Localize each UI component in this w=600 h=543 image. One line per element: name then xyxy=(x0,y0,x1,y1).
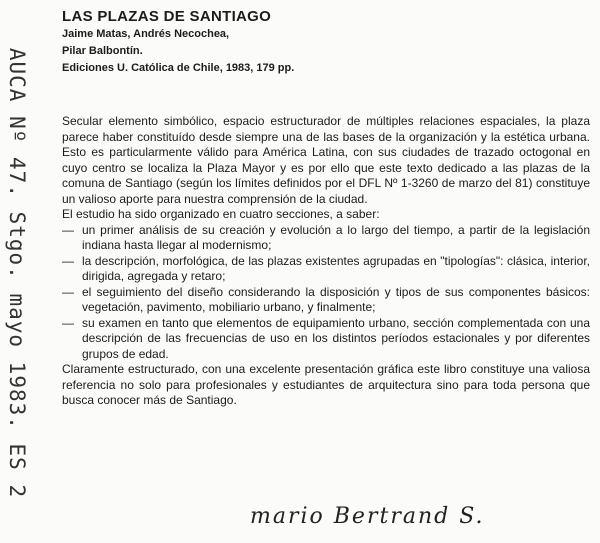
book-authors-line-2: Pilar Balbontín. xyxy=(62,45,143,57)
section-item: — su examen en tanto que elementos de equipamiento urbano, sección complementada con una descripción de las frecuencias de uso en los distintos períodos estacionales y por diferentes grupos de edad. xyxy=(62,316,590,363)
handwritten-signature: mario Bertrand S. xyxy=(250,504,485,529)
sections-intro: El estudio ha sido organizado en cuatro secciones, a saber: xyxy=(62,207,380,221)
review-page xyxy=(62,8,590,409)
section-item: — la descripción, morfológica, de las plazas existentes agrupadas en "tipologías": clásica, interior, dirigida, agregada y retaro; xyxy=(62,254,590,285)
book-publisher: Ediciones U. Católica de Chile, 1983, 179 pp. xyxy=(62,62,295,74)
review-body xyxy=(62,114,590,409)
margin-note-text: AUCA Nº 47. Stgo. mayo 1983. ES 2 xyxy=(5,47,29,499)
conclusion-paragraph: Claramente estructurado, con una excelente presentación gráfica este libro constituye una valiosa referencia no solo para profesionales y estudiantes de arquitectura sino para toda persona que busca conocer más de Santiago. xyxy=(62,362,590,407)
handwritten-margin-note xyxy=(2,18,32,528)
book-authors-line-1: Jaime Matas, Andrés Necochea, xyxy=(62,28,230,40)
section-item: — el seguimiento del diseño considerando la disposición y tipos de sus componentes básicos: vegetación, pavimento, mobiliario urbano, y finalmente; xyxy=(62,285,590,316)
book-title: LAS PLAZAS DE SANTIAGO xyxy=(62,8,272,25)
review-header xyxy=(62,8,590,77)
intro-paragraph: Secular elemento simbólico, espacio estructurador de múltiples relaciones espaciales, la plaza parece haber constituído desde siempre una de las bases de la organización y la estética urbana. Esto es particularmente válido para América Latina, con sus ciudades de trazado octogonal en cuyo centro se localiza la Plaza Mayor y es por ello que este texto dedicado a las plazas de la comuna de Santiago (según los límites definidos por el DFL Nº 1-3260 de marzo del 81) constituye un valioso aporte para nuestra comprensión de la ciudad. xyxy=(62,114,590,206)
section-item: — un primer análisis de su creación y evolución a lo largo del tiempo, a partir de la legislación indiana hasta llegar al modernismo; xyxy=(62,223,590,254)
sections-list xyxy=(62,223,590,363)
